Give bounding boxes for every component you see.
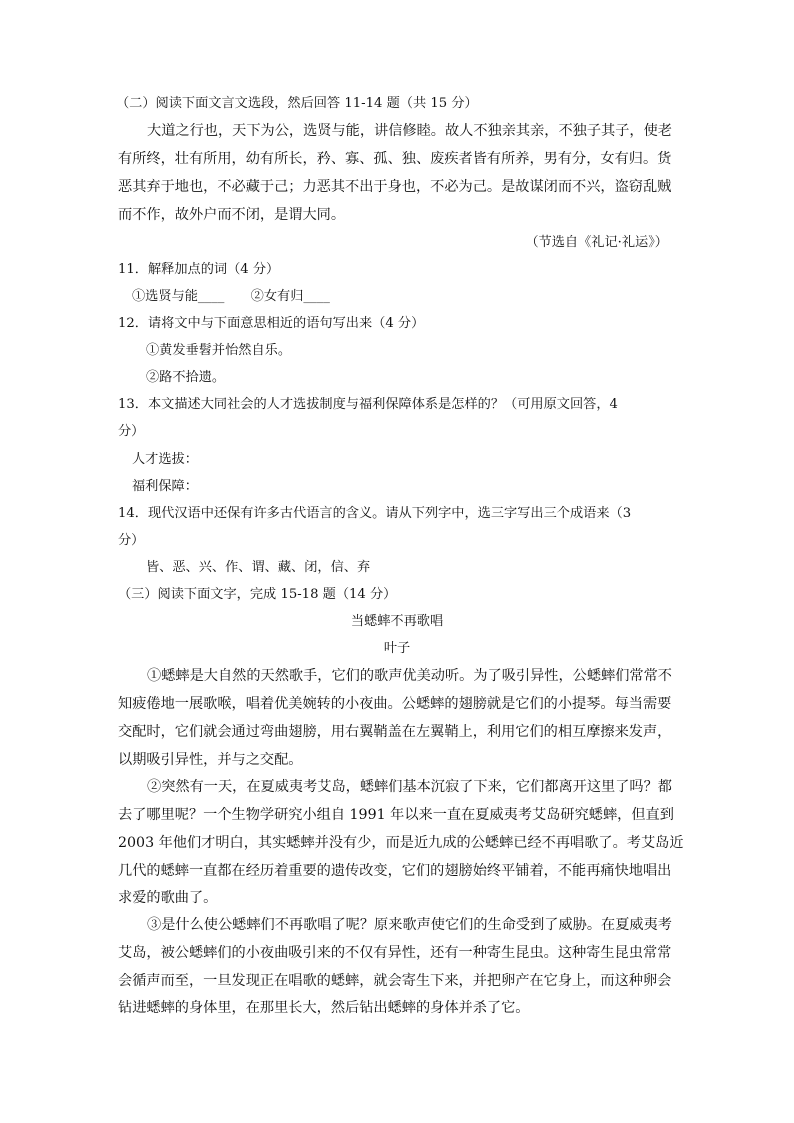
paragraph-line: 2003 年他们才明白，其实蟋蟀并没有少，而是近九成的公蟋蟀已经不再唱歌了。考艾岛近 [118, 835, 684, 851]
question-14-chars: 皆、恶、兴、作、谓、藏、闭，信、弃 [146, 560, 371, 575]
section2-heading: （二）阅读下面文言文选段，然后回答 11-14 题（共 15 分） [116, 96, 478, 111]
paragraph-line: ③是什么使公蟋蟀们不再歌唱了呢？原来歌声使它们的生命受到了威胁。在夏威夷考 [147, 917, 672, 933]
paragraph-line: ②突然有一天，在夏威夷考艾岛，蟋蟀们基本沉寂了下来，它们都离开这里了吗？都 [147, 779, 672, 795]
answer-label-welfare: 福利保障： [132, 479, 198, 494]
question-13-cont: 分） [118, 424, 145, 439]
question-11: 11．解释加点的词（4 分） [118, 262, 280, 277]
answer-label-talent: 人才选拔： [132, 452, 198, 467]
article-author: 叶子 [383, 641, 411, 656]
passage-line: 大道之行也，天下为公，选贤与能，讲信修睦。故人不独亲其亲，不独子其子，使老 [147, 123, 672, 139]
paragraph-line: 钻进蟋蟀的身体里，在那里长大，然后钻出蟋蟀的身体并杀了它。 [118, 1000, 530, 1016]
paragraph-line: 知疲倦地一展歌喉，唱着优美婉转的小夜曲。公蟋蟀的翅膀就是它们的小提琴。每当需要 [118, 696, 672, 712]
passage-line: 有所终，壮有所用，幼有所长，矜、寡、孤、独、废疾者皆有所养，男有分，女有归。货 [118, 151, 672, 167]
question-14-cont: 分） [118, 533, 145, 548]
passage-line: 而不作，故外户而不闭，是谓大同。 [118, 207, 346, 223]
paragraph-line: 求爱的歌曲了。 [118, 890, 218, 906]
section3-heading: （三）阅读下面文字，完成 15-18 题（14 分） [118, 587, 397, 602]
paragraph-line: 去了哪里呢？一个生物学研究小组自 1991 年以来一直在夏威夷考艾岛研究蟋蟀，但直到 [118, 807, 674, 823]
passage-line: 恶其弃于地也，不必藏于己；力恶其不出于身也，不必为己。是故谋闭而不兴，盗窃乱贼 [118, 179, 672, 195]
passage-source: （节选自《礼记·礼运》） [525, 235, 668, 250]
question-12: 12．请将文中与下面意思相近的语句写出来（4 分） [118, 316, 425, 331]
question-13: 13．本文描述大同社会的人才选拔制度与福利保障体系是怎样的？（可用原文回答，4 [118, 397, 618, 412]
article-title: 当蟋蟀不再歌唱 [350, 614, 444, 629]
paragraph-line: 以期吸引异性，并与之交配。 [118, 752, 303, 768]
paragraph-line: 艾岛，被公蟋蟀们的小夜曲吸引来的不仅有异性，还有一种寄生昆虫。这种寄生昆虫常常 [118, 945, 672, 961]
question-12-item: ①黄发垂髫并怡然自乐。 [146, 343, 292, 358]
question-11-items: ①选贤与能____ ②女有归____ [132, 289, 330, 304]
paragraph-line: 会循声而至，一旦发现正在唱歌的蟋蟀，就会寄生下来，并把卵产在它身上，而这种卵会 [118, 973, 672, 989]
paragraph-line: 几代的蟋蟀一直都在经历着重要的遗传改变，它们的翅膀始终平铺着，不能再痛快地唱出 [118, 863, 672, 879]
question-14: 14．现代汉语中还保有许多古代语言的含义。请从下列字中，选三字写出三个成语来（3 [118, 506, 632, 521]
paragraph-line: ①蟋蟀是大自然的天然歌手，它们的歌声优美动听。为了吸引异性，公蟋蟀们常常不 [147, 668, 672, 684]
question-12-item: ②路不拾遗。 [146, 370, 226, 385]
paragraph-line: 交配时，它们就会通过弯曲翅膀，用右翼鞘盖在左翼鞘上，利用它们的相互摩擦来发声， [118, 724, 672, 740]
